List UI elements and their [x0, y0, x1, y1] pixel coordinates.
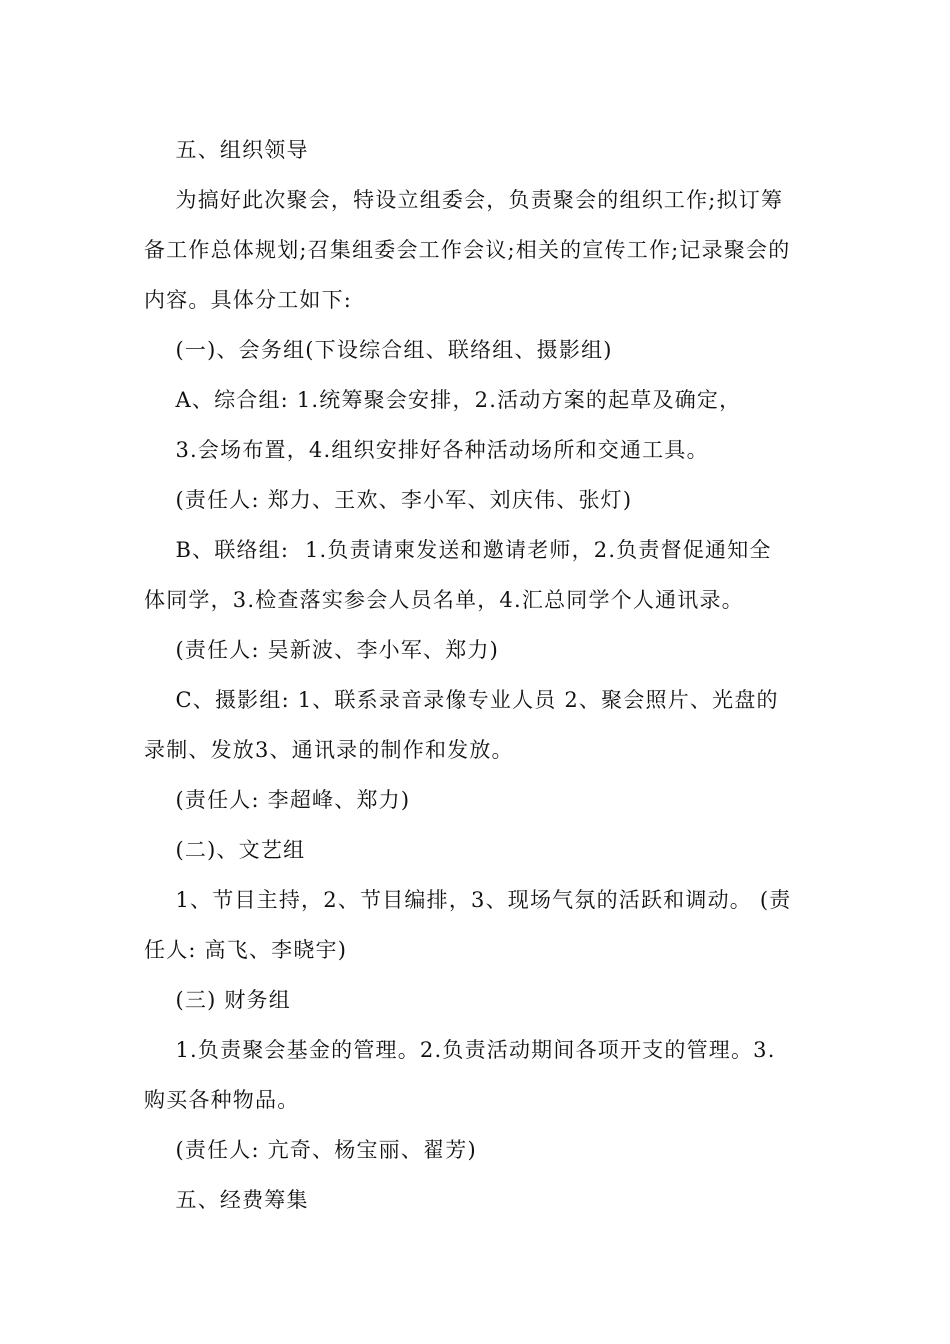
subsection-heading: (三) 财务组: [144, 988, 291, 1012]
paragraph-line: 任人: 高飞、李晓宇): [144, 938, 348, 962]
responsible-line: (责任人: 郑力、王欢、李小军、刘庆伟、张灯): [144, 488, 633, 512]
paragraph-line: A、综合组: 1.统筹聚会安排，2.活动方案的起草及确定，: [144, 388, 742, 412]
responsible-line: (责任人: 吴新波、李小军、郑力): [144, 638, 500, 662]
responsible-line: (责任人: 亢奇、杨宝丽、翟芳): [144, 1138, 477, 1162]
subsection-heading: (一)、会务组(下设综合组、联络组、摄影组): [144, 338, 613, 362]
paragraph-line: 1.负责聚会基金的管理。2.负责活动期间各项开支的管理。3.: [144, 1038, 776, 1062]
paragraph-line: 录制、发放3、通讯录的制作和发放。: [144, 738, 514, 762]
paragraph-line: 内容。具体分工如下:: [144, 288, 353, 312]
paragraph-line: 1、节目主持，2、节目编排，3、现场气氛的活跃和调动。 (责: [144, 888, 792, 912]
paragraph-line: B、联络组: 1.负责请柬发送和邀请老师，2.负责督促通知全: [144, 538, 772, 562]
section-heading: 五、经费筹集: [144, 1188, 309, 1212]
responsible-line: (责任人: 李超峰、郑力): [144, 788, 411, 812]
subsection-heading: (二)、文艺组: [144, 838, 306, 862]
paragraph-line: 为搞好此次聚会，特设立组委会，负责聚会的组织工作;拟订筹: [144, 188, 784, 212]
section-heading: 五、组织领导: [144, 138, 309, 162]
paragraph-line: 体同学，3.检查落实参会人员名单，4.汇总同学个人通讯录。: [144, 588, 744, 612]
paragraph-line: 备工作总体规划;召集组委会工作会议;相关的宣传工作;记录聚会的: [144, 238, 791, 262]
paragraph-line: 购买各种物品。: [144, 1088, 300, 1112]
paragraph-line: 3.会场布置，4.组织安排好各种活动场所和交通工具。: [144, 438, 709, 462]
paragraph-line: C、摄影组: 1、联系录音录像专业人员 2、聚会照片、光盘的: [144, 688, 779, 712]
